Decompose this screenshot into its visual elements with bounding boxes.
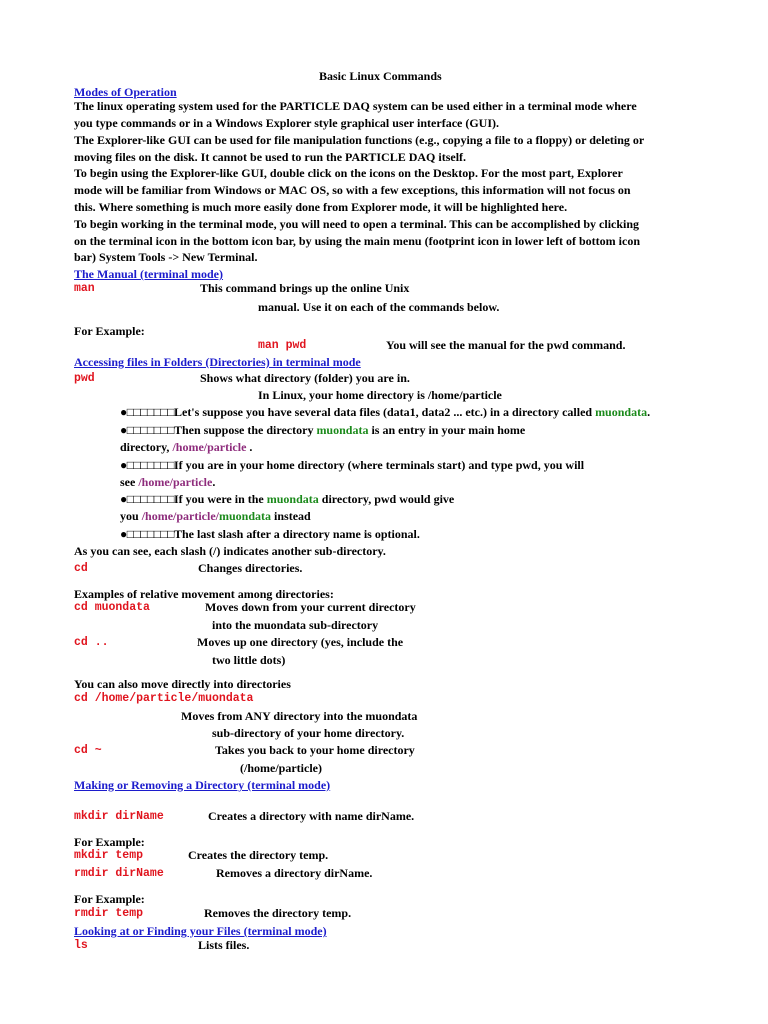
- man-description-2: manual. Use it on each of the commands below.: [258, 300, 500, 314]
- cd-up-description-2: two little dots): [212, 653, 286, 667]
- pwd-description-1: Shows what directory (folder) you are in.: [200, 371, 410, 385]
- mkdir-example-label: For Example:: [74, 835, 145, 849]
- manual-heading-link[interactable]: The Manual (terminal mode): [74, 267, 223, 281]
- man-example-description: You will see the manual for the pwd command.: [386, 338, 626, 352]
- cd-command: cd: [74, 562, 88, 575]
- modes-heading-link[interactable]: Modes of Operation: [74, 85, 177, 99]
- modes-line-1: The linux operating system used for the PARTICLE DAQ system can be used either in a terminal mode where: [74, 99, 637, 113]
- mkdir-heading-link[interactable]: Making or Removing a Directory (terminal mode): [74, 778, 331, 792]
- modes-line-2: you type commands or in a Windows Explorer style graphical user interface (GUI).: [74, 116, 500, 130]
- ls-description: Lists files.: [198, 938, 250, 952]
- rmdir-example-command: rmdir temp: [74, 907, 144, 920]
- man-example-label: For Example:: [74, 324, 145, 338]
- modes-line-4: moving files on the disk. It cannot be used to run the PARTICLE DAQ itself.: [74, 150, 467, 164]
- bullet-item-3: ●□□□□□□□If you are in your home directory (where terminals start) and type pwd, you will: [120, 458, 585, 472]
- modes-line-6: mode will be familiar from Windows or MAC OS, so with a few exceptions, this information will not focus on: [74, 183, 631, 197]
- ls-command: ls: [74, 939, 88, 952]
- cd-absolute-description-2: sub-directory of your home directory.: [212, 726, 405, 740]
- mkdir-command: mkdir dirName: [74, 810, 164, 823]
- bullet-item-3-cont: see /home/particle.: [120, 475, 216, 489]
- modes-line-10: bar) System Tools -> New Terminal.: [74, 250, 258, 264]
- cd-muondata-command: cd muondata: [74, 601, 150, 614]
- rmdir-command: rmdir dirName: [74, 867, 164, 880]
- bullet-marker: ●□□□□□□□: [120, 405, 174, 419]
- modes-line-5: To begin using the Explorer-like GUI, double click on the icons on the Desktop. For the most part, Explorer: [74, 166, 623, 180]
- cd-home-description-1: Takes you back to your home directory: [215, 743, 415, 757]
- cd-up-description-1: Moves up one directory (yes, include the: [197, 635, 404, 649]
- bullet-item-1: ●□□□□□□□Let's suppose you have several data files (data1, data2 ... etc.) in a directory called muondata.: [120, 405, 651, 419]
- relative-movement-heading: Examples of relative movement among directories:: [74, 587, 334, 601]
- cd-up-command: cd ..: [74, 636, 109, 649]
- man-description-1: This command brings up the online Unix: [200, 281, 410, 295]
- rmdir-example-label: For Example:: [74, 892, 145, 906]
- modes-line-3: The Explorer-like GUI can be used for file manipulation functions (e.g., copying a file to a floppy) or deleting or: [74, 133, 645, 147]
- cd-description: Changes directories.: [198, 561, 303, 575]
- bullet-item-4: ●□□□□□□□If you were in the muondata directory, pwd would give: [120, 492, 455, 506]
- bullet-item-2: ●□□□□□□□Then suppose the directory muondata is an entry in your main home: [120, 423, 526, 437]
- cd-home-description-2: (/home/particle): [240, 761, 322, 775]
- man-command: man: [74, 282, 95, 295]
- cd-absolute-description-1: Moves from ANY directory into the muondata: [181, 709, 418, 723]
- pwd-description-2: In Linux, your home directory is /home/particle: [258, 388, 502, 402]
- man-example-command: man pwd: [258, 339, 307, 352]
- direct-move-heading: You can also move directly into directories: [74, 677, 291, 691]
- cd-absolute-command: cd /home/particle/muondata: [74, 692, 254, 705]
- folders-heading-link[interactable]: Accessing files in Folders (Directories) in terminal mode: [74, 355, 361, 369]
- cd-muondata-description-2: into the muondata sub-directory: [212, 618, 379, 632]
- page-title: Basic Linux Commands: [319, 69, 442, 83]
- rmdir-example-description: Removes the directory temp.: [204, 906, 352, 920]
- rmdir-description: Removes a directory dirName.: [216, 866, 373, 880]
- mkdir-description: Creates a directory with name dirName.: [208, 809, 415, 823]
- bullet-marker: ●□□□□□□□: [120, 423, 174, 437]
- bullet-marker: ●□□□□□□□: [120, 492, 174, 506]
- bullet-marker: ●□□□□□□□: [120, 527, 174, 541]
- bullet-item-2-cont: directory, /home/particle .: [120, 440, 253, 454]
- cd-home-command: cd ~: [74, 744, 102, 757]
- mkdir-example-description: Creates the directory temp.: [188, 848, 329, 862]
- modes-line-7: this. Where something is much more easily done from Explorer mode, it will be highlighted here.: [74, 200, 568, 214]
- modes-line-9: on the terminal icon in the bottom icon bar, by using the main menu (footprint icon in lower left of bottom icon: [74, 234, 640, 248]
- slash-note: As you can see, each slash (/) indicates another sub-directory.: [74, 544, 386, 558]
- modes-line-8: To begin working in the terminal mode, you will need to open a terminal. This can be accomplished by clicking: [74, 217, 640, 231]
- bullet-marker: ●□□□□□□□: [120, 458, 174, 472]
- pwd-command: pwd: [74, 372, 95, 385]
- bullet-item-5: ●□□□□□□□The last slash after a directory name is optional.: [120, 527, 420, 541]
- bullet-item-4-cont: you /home/particle/muondata instead: [120, 509, 311, 523]
- files-heading-link[interactable]: Looking at or Finding your Files (terminal mode): [74, 924, 327, 938]
- mkdir-example-command: mkdir temp: [74, 849, 144, 862]
- cd-muondata-description-1: Moves down from your current directory: [205, 600, 416, 614]
